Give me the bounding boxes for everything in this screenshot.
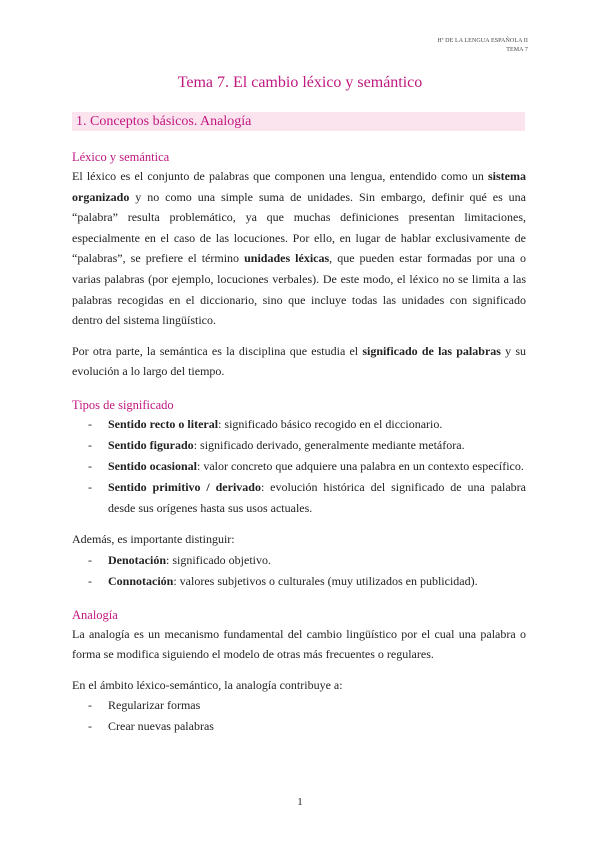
item-text: Crear nuevas palabras [108,719,214,734]
text-run: Por otra parte, la semántica es la disciplina que estudia el [72,343,363,358]
section-heading: 1. Conceptos básicos. Analogía [76,114,252,129]
item-text: : valores subjetivos o culturales (muy utilizados en publicidad). [173,573,478,588]
bold-term: significado de las palabras [362,343,501,358]
bold-term: Denotación [108,552,166,567]
paragraph-ademas: Además, es importante distinguir: [72,531,235,546]
header-course: Hª DE LA LENGUA ESPAÑOLA II [437,38,528,44]
paragraph-analogia: La analogía es un mecanismo fundamental del cambio lingüístico por el cual una palabra o forma se modifica siguiendo el modelo de otras más frecuentes o regulares. [72,626,526,662]
document-body [72,148,526,737]
list-item [72,550,526,571]
item-text: Regularizar formas [108,698,201,713]
text-run: y su evolución a lo largo del tiempo. [72,343,527,379]
text-run: El léxico es el conjunto de palabras que componen una lengua, entendido como un [72,169,488,183]
section-heading-bar [72,112,525,131]
list-dash: - [88,552,92,567]
bold-term: unidades léxicas [244,251,330,266]
subheading-analogia: Analogía [72,607,118,622]
paragraph-ambito: En el ámbito léxico-semántico, la analogía contribuye a: [72,677,343,692]
list-item [72,414,526,435]
item-text: : evolución histórica del significado de una palabra desde sus orígenes hasta sus usos actuales. [108,479,526,515]
list-dash: - [88,698,92,713]
subheading-lexico: Léxico y semántica [72,150,170,164]
bold-term: Sentido ocasional [108,458,198,473]
list-item [72,456,526,477]
list-dash: - [88,479,92,494]
list-dash: - [88,437,92,452]
list-item [72,477,526,519]
list-item [72,716,526,737]
item-text: : significado objetivo. [166,552,271,567]
list-dash: - [88,573,92,588]
bold-term: Sentido recto o literal [108,416,219,431]
item-text: : significado derivado, generalmente mediante metáfora. [193,437,465,452]
list-dash: - [88,416,92,431]
list-analogia [72,695,526,737]
bold-term: Connotación [108,573,174,588]
list-item [72,435,526,456]
list-denotacion [72,550,526,592]
running-header [437,37,528,55]
item-text: : significado básico recogido en el diccionario. [218,416,443,431]
page-title: Tema 7. El cambio léxico y semántico [177,74,423,91]
page-number: 1 [297,796,303,808]
paragraph-semantica [72,341,526,382]
list-tipos [72,414,526,519]
list-item [72,571,526,592]
text-run: y no como una simple suma de unidades. Sin embargo, definir qué es una “palabra” resulta problemático, ya que muchas definiciones presentan limitaciones, especialmente en el caso de las locuciones. Por ello, en lugar de hablar exclusivamente de “palabras”, se prefiere el término [72,189,526,266]
list-dash: - [88,719,92,734]
paragraph-lexico [72,166,526,331]
list-item [72,695,526,716]
subheading-tipos: Tipos de significado [72,397,174,412]
bold-term: Sentido figurado [108,437,194,452]
text-run: , que pueden estar formadas por una o varias palabras (por ejemplo, locuciones verbales). De este modo, el léxico no se limita a las palabras recogidas en el diccionario, sino que incluye todas las unidades con significado dentro del sistema lingüístico. [72,251,527,328]
list-dash: - [88,458,92,473]
item-text: : valor concreto que adquiere una palabra en un contexto específico. [197,458,524,473]
bold-term: Sentido primitivo / derivado [108,479,261,494]
bold-term: sistema organizado [72,169,526,204]
header-unit: TEMA 7 [506,47,528,53]
